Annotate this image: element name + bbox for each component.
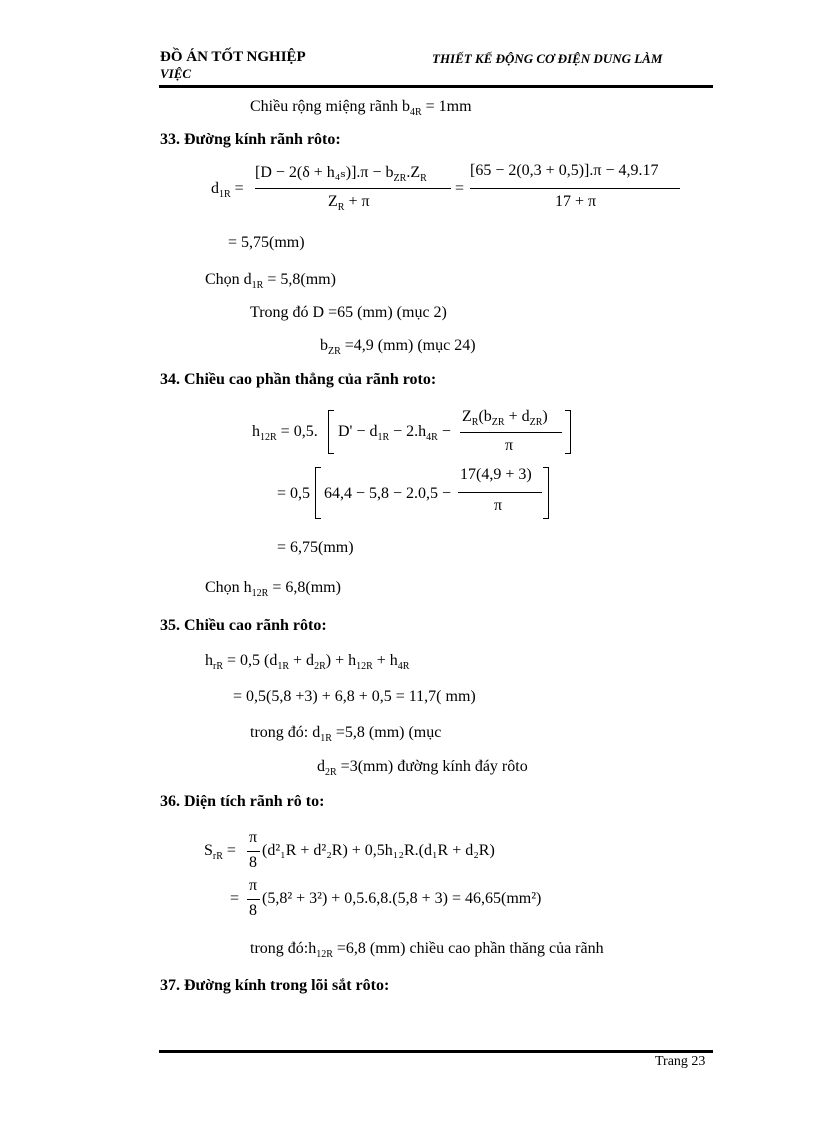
s33-frac1-denominator: $Z_R + \pi$: [328, 193, 370, 214]
section-37-heading: 37. Đường kính trong lõi sắt rôto:: [160, 977, 390, 994]
s35-line4: $d_{2R} =3(mm)$ đường kính đáy rôto: [317, 758, 528, 779]
s33-frac2-bar: [470, 188, 680, 189]
footer-rule: [159, 1050, 713, 1053]
s34-f2-bar: [458, 492, 542, 493]
s33-where-bzr: $b_{ZR} =4,9$ (mm) (mục 24): [320, 337, 476, 358]
s35-line3: trong đó: $d_{1R} =5,8$ (mm) (mục: [250, 724, 442, 745]
s36-line1-rest: (d²₁R + d²₂R) + 0,5h₁₂R.(d₁R + d₂R): [262, 842, 495, 859]
s34-result: = 6,75(mm): [277, 539, 354, 556]
header-rule: [159, 85, 713, 88]
s33-where-d: Trong đó D =65 (mm) (mục 2): [250, 304, 447, 321]
s34-line2-middle: 64,4 − 5,8 − 2.0,5 −: [324, 485, 452, 502]
s35-line2: = 0,5(5,8 +3) + 6,8 + 0,5 = 11,7( mm): [233, 688, 476, 705]
s33-frac2-numerator: [65 − 2(0,3 + 0,5)].π − 4,9.17: [470, 162, 659, 179]
s36-eight-2: 8: [249, 902, 257, 919]
s36-eq2: =: [230, 890, 240, 907]
section-33-heading: 33. Đường kính rãnh rôto:: [160, 131, 341, 148]
s34-line1-middle: $D' - d_{1R} - 2.h_{4R}$ −: [338, 423, 451, 444]
s33-lhs: $d_{1R}$ =: [211, 180, 244, 201]
s33-result: = 5,75(mm): [228, 234, 305, 251]
s36-pi-2: π: [249, 877, 258, 894]
s36-lhs: $S_{rR}$ =: [204, 842, 236, 863]
header-right-title: THIẾT KẾ ĐỘNG CƠ ĐIỆN DUNG LÀM: [432, 51, 663, 66]
s33-frac1-numerator: $[D - 2(\delta + h_{4s})].\pi - b_{ZR}.Z_R$: [255, 164, 427, 185]
s34-line2-bracket-left: [315, 467, 321, 519]
section-35-heading: 35. Chiều cao rãnh rôto:: [160, 617, 327, 634]
s34-choose: Chọn $h_{12R} = 6,8(mm)$: [205, 579, 341, 600]
section-34-heading: 34. Chiều cao phần thẳng của rãnh roto:: [160, 371, 437, 388]
s34-line2-left: = 0,5: [277, 485, 311, 502]
s33-frac2-denominator: 17 + π: [555, 193, 597, 210]
s34-line1-bracket-right: [565, 410, 571, 454]
section-36-heading: 36. Diện tích rãnh rô to:: [160, 793, 325, 810]
s34-f2-denominator: π: [494, 497, 503, 514]
s36-frac-bar-1: [247, 851, 260, 852]
s36-frac-bar-2: [247, 899, 260, 900]
s34-f1-denominator: π: [505, 437, 514, 454]
s34-f1-bar: [460, 432, 562, 433]
s35-line1: $h_{rR} = 0,5$ $(d_{1R} + d_{2R}) + h_{12R} + h_{4R}$: [205, 652, 410, 673]
s36-eight-1: 8: [249, 854, 257, 871]
s36-note: trong $đó:h_{12R} =6,8$ (mm) chiều cao phần thăng của rãnh: [250, 940, 604, 961]
header-left-title: ĐỒ ÁN TỐT NGHIỆP: [160, 49, 306, 65]
s34-line1-bracket-left: [328, 410, 334, 454]
s34-f2-numerator: 17(4,9 + 3): [460, 466, 532, 483]
s36-line2-rest: (5,8² + 3²) + 0,5.6,8.(5,8 + 3) = 46,65(mm²): [262, 890, 542, 907]
s34-line1-left: $h_{12R} = 0,5$.: [252, 423, 318, 444]
s34-line2-bracket-right: [543, 467, 549, 519]
s34-f1-numerator: $Z_R(b_{ZR} + d_{ZR})$: [462, 408, 548, 429]
s33-choose: Chọn $d_{1R} = 5,8(mm)$: [205, 271, 336, 292]
s33-frac1-bar: [255, 188, 451, 189]
s36-pi-1: π: [249, 829, 258, 846]
header-left-title-cont: VIỆC: [160, 66, 192, 81]
page-number: Trang 23: [655, 1054, 706, 1069]
slot-mouth-width-line: Chiều rộng miệng rãnh $b_{4R} = 1mm$: [250, 98, 472, 119]
s33-eq2: =: [455, 180, 465, 197]
